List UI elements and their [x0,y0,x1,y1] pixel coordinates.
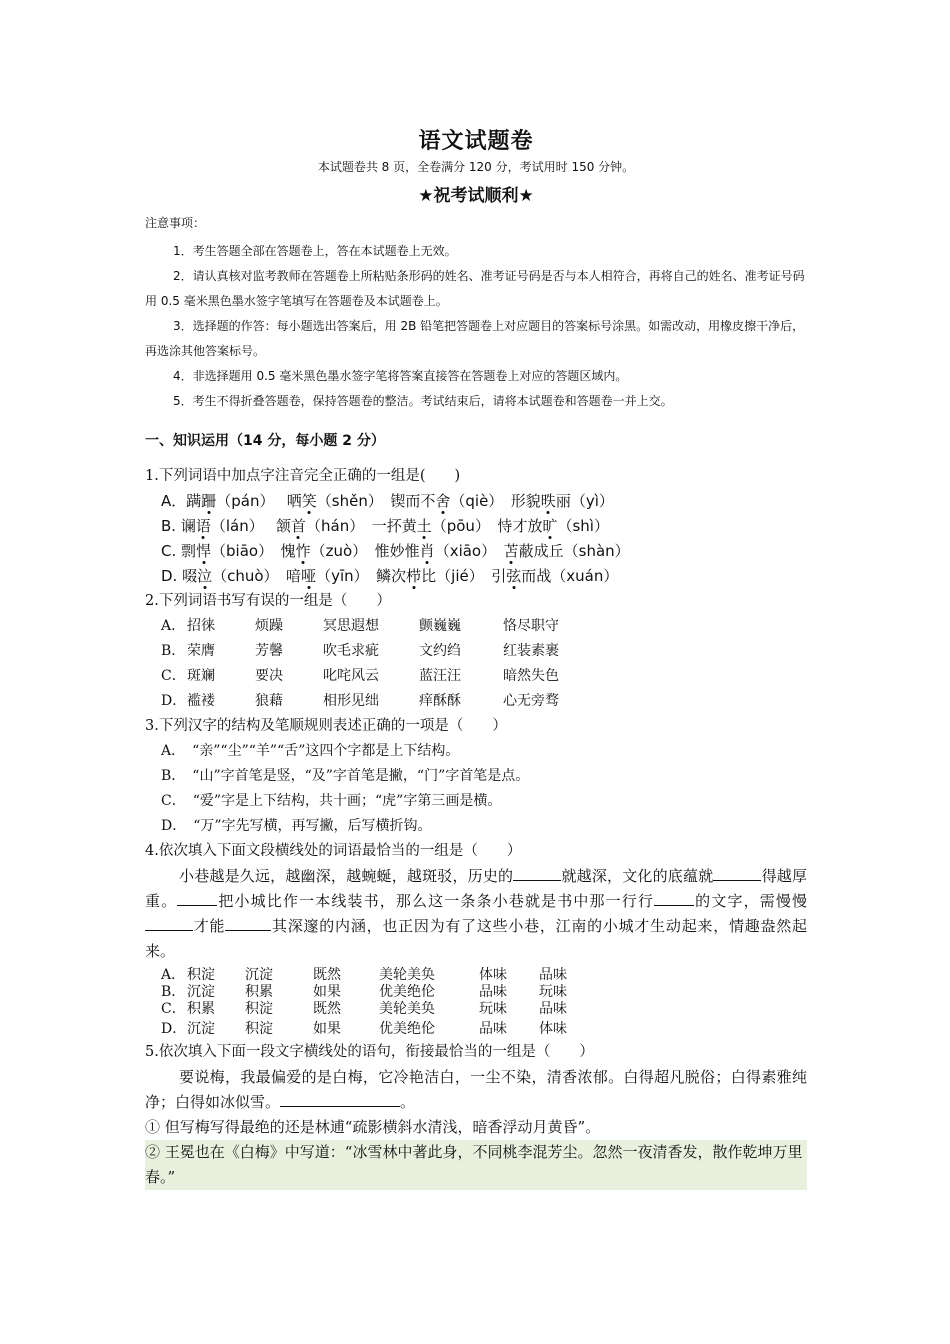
option-text: （zuò） 惟妙惟 [310,542,420,560]
option-letter: A． [161,618,186,634]
dotted-char: 语 [195,517,211,535]
option-word: 品味 [539,967,567,983]
option-word: 褴褛 [187,693,215,709]
option-text: （pōu） 恃才放 [431,517,543,535]
blank-line [225,915,271,931]
dotted-char: 笑 [301,492,317,510]
dotted-char: 首 [290,517,306,535]
question-4-option-row [145,1018,807,1040]
option-word: 文约绉 [419,643,461,659]
option-word: 体味 [479,967,507,983]
dotted-char: 泣 [197,567,213,585]
option-word: 颤巍巍 [419,618,461,634]
passage-text: 其深邃的内涵，也正因为有了这些小巷，江南的小城才生动起来，情趣盎然起来。 [145,917,807,960]
option-word: 蓝汪汪 [419,668,461,684]
option-word: 体味 [539,1021,567,1037]
option-word: 沉淀 [187,1021,215,1037]
question-2-option-row [145,689,807,714]
option-text: （chuò） 喑 [212,567,302,585]
passage-text: 把小城比作一本线装书，那么这一条条小巷就是书中那一行行 [217,892,655,910]
option-text: （lán） 颔 [210,517,291,535]
option-word: 品味 [479,984,507,1000]
blank-line [145,915,193,931]
question-4-option-row [145,1001,807,1018]
question-5-item-1: ① 但写梅写得最绝的还是林逋“疏影横斜水清浅，暗香浮动月黄昏”。 [145,1118,601,1136]
dotted-char: 肖 [419,542,435,560]
option-text: （biāo） 愧 [211,542,296,560]
dotted-char: 昳 [540,492,556,510]
option-text: 而战（xuán） [521,567,619,585]
note-item: 4．非选择题用 0.5 毫米黑色墨水签字笔将答案直接答在答题卷上对应的答题区域内。 [173,369,628,383]
option-letter: B． [161,643,186,659]
question-1-option-d [145,564,807,589]
dotted-char: 土 [416,517,432,535]
option-word: 冥思遐想 [323,618,379,634]
option-word: 吹毛求疵 [323,643,379,659]
option-word: 相形见绌 [323,693,379,709]
passage-text: 的文字，需慢慢 [694,892,807,910]
section-heading: 一、知识运用（14 分，每小题 2 分） [145,433,385,449]
option-text: A．蹒 [161,492,202,510]
option-word: 招徕 [187,618,215,634]
question-2-option-row [145,639,807,664]
question-3-option-c: C． “爱”字是上下结构，共十画；“虎”字第三画是横。 [161,793,502,809]
option-text: 蔽成丘（shàn） [518,542,630,560]
question-1-option-b [145,514,807,539]
question-3-option-d: D． “万”字先写横，再写撇，后写横折钩。 [161,818,432,834]
option-text: 比（jié） 引 [421,567,507,585]
option-word: 荣膺 [187,643,215,659]
option-word: 玩味 [539,984,567,1000]
option-text: C. 剽 [161,542,197,560]
option-word: 积累 [187,1001,215,1017]
question-3-stem: 3.下列汉字的结构及笔顺规则表述正确的一项是（ ） [145,718,507,734]
blank-line [654,890,694,906]
dotted-char: 舍 [435,492,451,510]
option-text: （hán） 一抔黄 [306,517,417,535]
notes-heading: 注意事项： [145,216,206,230]
blank-line [280,1091,400,1107]
passage-text: 才能 [193,917,226,935]
note-item: 2．请认真核对监考教师在答题卷上所粘贴条形码的姓名、准考证号码是否与本人相符合，再将自己的姓名、准考证号码用 0.5 毫米黑色墨水签字笔填写在答题卷及本试题卷上。 [145,269,805,308]
option-letter: D． [161,1021,187,1037]
option-word: 优美绝伦 [379,1021,435,1037]
exam-info: 本试题卷共 8 页，全卷满分 120 分，考试用时 150 分钟。 [317,160,635,174]
question-1-option-c [145,539,807,564]
question-1-option-a [145,489,807,514]
option-letter: C． [161,1001,186,1017]
option-text: （pán） 哂 [216,492,302,510]
question-2-stem: 2.下列词语书写有误的一组是（ ） [145,593,391,609]
question-5-item-2: ② 王冕也在《白梅》中写道：“冰雪林中著此身，不同桃李混芳尘。忽然一夜清香发，散作乾坤万里春。” [145,1140,807,1190]
question-1-stem: 1.下列词语中加点字注音完全正确的一组是( ) [145,468,461,484]
option-word: 狼藉 [255,693,283,709]
blank-line [177,890,217,906]
option-word: 要决 [255,668,283,684]
option-word: 痒酥酥 [419,693,461,709]
passage-text: 得越厚重。 [145,867,807,910]
dotted-char: 弦 [506,567,522,585]
question-4-stem: 4.依次填入下面文段横线处的词语最恰当的一组是（ ） [145,843,522,859]
option-text: 丽（yì） [555,492,614,510]
question-4-passage [145,864,807,964]
option-word: 品味 [479,1021,507,1037]
option-text: B. 谰 [161,517,196,535]
dotted-char: 栉 [406,567,422,585]
page-title: 语文试题卷 [418,129,534,154]
blank-line [513,865,561,881]
option-letter: D． [161,693,187,709]
option-text: D. 啜 [161,567,198,585]
option-word: 优美绝伦 [379,984,435,1000]
dotted-char: 怍 [295,542,311,560]
good-luck-banner: ★祝考试顺利★ [418,186,534,206]
question-5-passage [145,1065,807,1115]
note-item: 5．考生不得折叠答题卷，保持答题卷的整洁。考试结束后，请将本试题卷和答题卷一并上交。 [173,394,673,408]
option-word: 心无旁骛 [503,693,559,709]
option-word: 积淀 [187,967,215,983]
option-word: 积累 [245,984,273,1000]
option-word: 恪尽职守 [503,618,559,634]
passage-text: 要说梅，我最偏爱的是白梅，它冷艳洁白，一尘不染，清香浓郁。白得超凡脱俗；白得素雅纯净；白得如冰似雪。 [145,1068,807,1111]
option-word: 烦躁 [255,618,283,634]
option-text: （shì） [557,517,609,535]
dotted-char: 旷 [542,517,558,535]
option-word: 积淀 [245,1001,273,1017]
question-4-option-row [145,984,807,1001]
question-3-option-a: A． “亲”“尘”“羊”“舌”这四个字都是上下结构。 [161,743,460,759]
option-word: 红装素裹 [503,643,559,659]
option-word: 暗然失色 [503,668,559,684]
option-word: 芳馨 [255,643,283,659]
option-letter: C． [161,668,186,684]
option-word: 美轮美奂 [379,1001,435,1017]
option-word: 积淀 [245,1021,273,1037]
question-2-option-row [145,614,807,639]
dotted-char: 跚 [201,492,217,510]
option-text: （xiāo） [434,542,504,560]
option-word: 如果 [313,984,341,1000]
note-item: 1．考生答题全部在答题卷上，答在本试题卷上无效。 [173,244,457,258]
option-word: 既然 [313,967,341,983]
option-word: 沉淀 [187,984,215,1000]
question-2-option-row [145,664,807,689]
option-letter: A． [161,967,186,983]
option-text: （yīn） 鳞次 [316,567,407,585]
option-text: （shěn） 锲而不 [316,492,436,510]
question-3-option-b: B． “山”字首笔是竖，“及”字首笔是撇，“门”字首笔是点。 [161,768,530,784]
option-word: 美轮美奂 [379,967,435,983]
option-text: （qiè） 形貌 [450,492,541,510]
passage-text: 。 [400,1093,416,1111]
dotted-char: 哑 [301,567,317,585]
option-word: 叱咤风云 [323,668,379,684]
dotted-char: 苫 [503,542,519,560]
passage-text: 小巷越是久远，越幽深，越蜿蜒，越斑驳，历史的 [179,867,514,885]
option-word: 沉淀 [245,967,273,983]
dotted-char: 悍 [196,542,212,560]
option-word: 品味 [539,1001,567,1017]
blank-line [713,865,761,881]
option-word: 玩味 [479,1001,507,1017]
question-4-option-row [145,967,807,984]
exam-page [145,118,807,1190]
option-word: 既然 [313,1001,341,1017]
note-item: 3．选择题的作答：每小题选出答案后，用 2B 铅笔把答题卷上对应题目的答案标号涂黑。如需改动，用橡皮擦干净后，再选涂其他答案标号。 [145,319,805,358]
option-word: 如果 [313,1021,341,1037]
question-5-stem: 5.依次填入下面一段文字横线处的语句，衔接最恰当的一组是（ ） [145,1044,594,1060]
option-word: 斑斓 [187,668,215,684]
option-letter: B． [161,984,186,1000]
passage-text: 就越深，文化的底蕴就 [561,867,714,885]
